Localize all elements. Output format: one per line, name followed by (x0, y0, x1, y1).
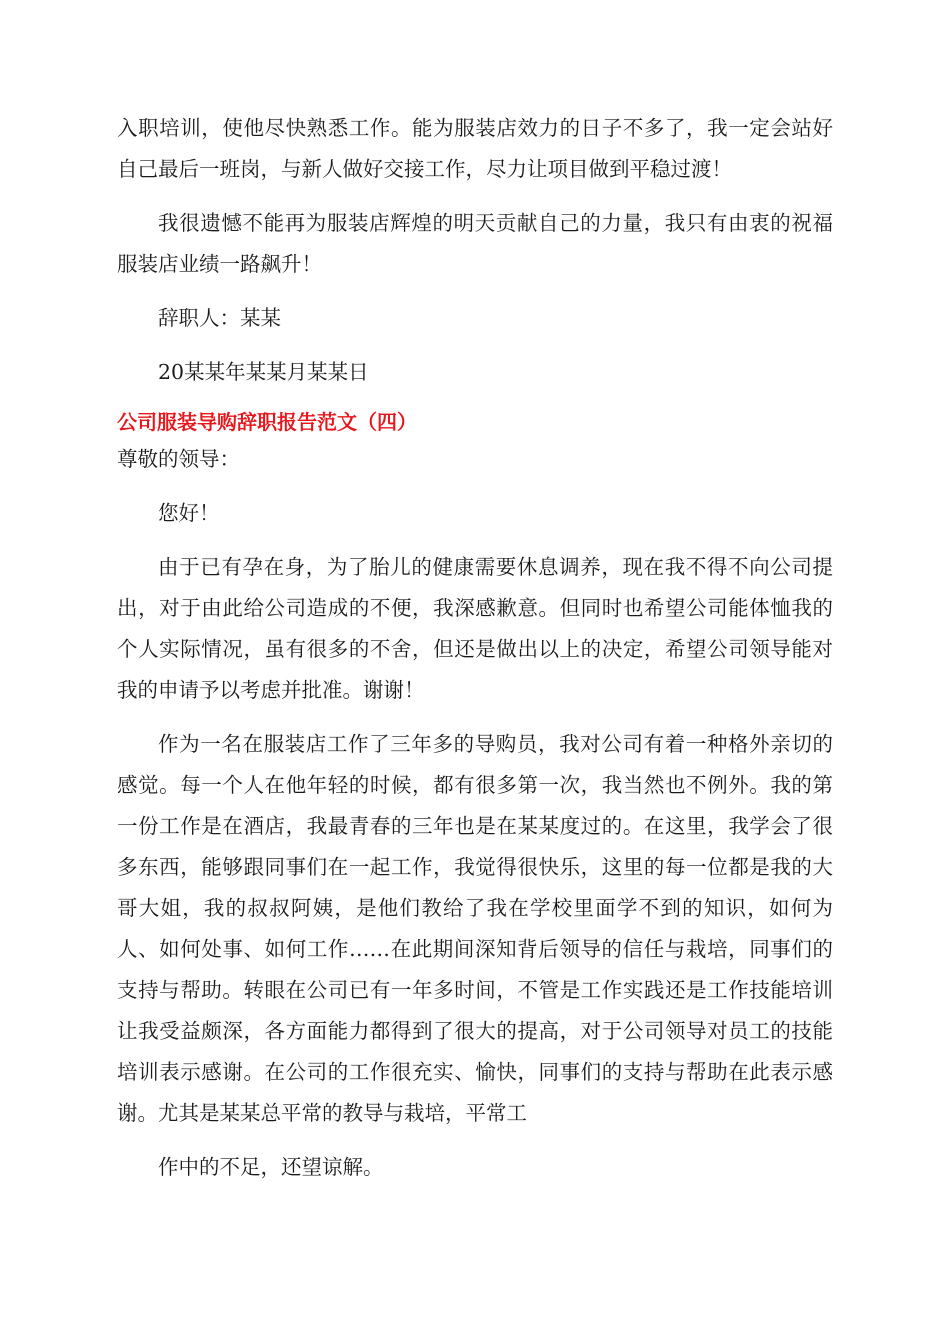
date-line: 20某某年某某月某某日 (158, 360, 369, 384)
signature-line: 辞职人：某某 (158, 306, 281, 330)
paragraph-continuation: 入职培训，使他尽快熟悉工作。能为服装店效力的日子不多了，我一定会站好自己最后一班岗，与新人做好交接工作，尽力让项目做到平稳过渡！ (117, 116, 833, 181)
document-page (117, 108, 833, 1188)
paragraph-regret: 我很遗憾不能再为服装店辉煌的明天贡献自己的力量，我只有由衷的祝福服装店业绩一路飙升！ (117, 211, 833, 276)
greeting: 您好！ (158, 501, 220, 525)
body-paragraph-closing: 作中的不足，还望谅解。 (158, 1155, 384, 1179)
body-paragraph-thanks: 作为一名在服装店工作了三年多的导购员，我对公司有着一种格外亲切的感觉。每一个人在他年轻的时候，都有很多第一次，我当然也不例外。我的第一份工作是在酒店，我最青春的三年也是在某某度过的。在这里，我学会了很多东西，能够跟同事们在一起工作，我觉得很快乐，这里的每一位都是我的大哥大姐，我的叔叔阿姨，是他们教给了我在学校里面学不到的知识，如何为人、如何处事、如何工作……在此期间深知背后领导的信任与栽培，同事们的支持与帮助。转眼在公司已有一年多时间，不管是工作实践还是工作技能培训让我受益颇深，各方面能力都得到了很大的提高，对于公司领导对员工的技能培训表示感谢。在公司的工作很充实、愉快，同事们的支持与帮助在此表示感谢。尤其是某某总平常的教导与栽培，平常工 (117, 732, 833, 1125)
body-paragraph-reason: 由于已有孕在身，为了胎儿的健康需要休息调养，现在我不得不向公司提出，对于由此给公司造成的不便，我深感歉意。但同时也希望公司能体恤我的个人实际情况，虽有很多的不舍，但还是做出以上的决定，希望公司领导能对我的申请予以考虑并批准。谢谢！ (117, 555, 833, 702)
salutation: 尊敬的领导： (117, 447, 240, 471)
section-heading: 公司服装导购辞职报告范文（四） (117, 410, 417, 434)
